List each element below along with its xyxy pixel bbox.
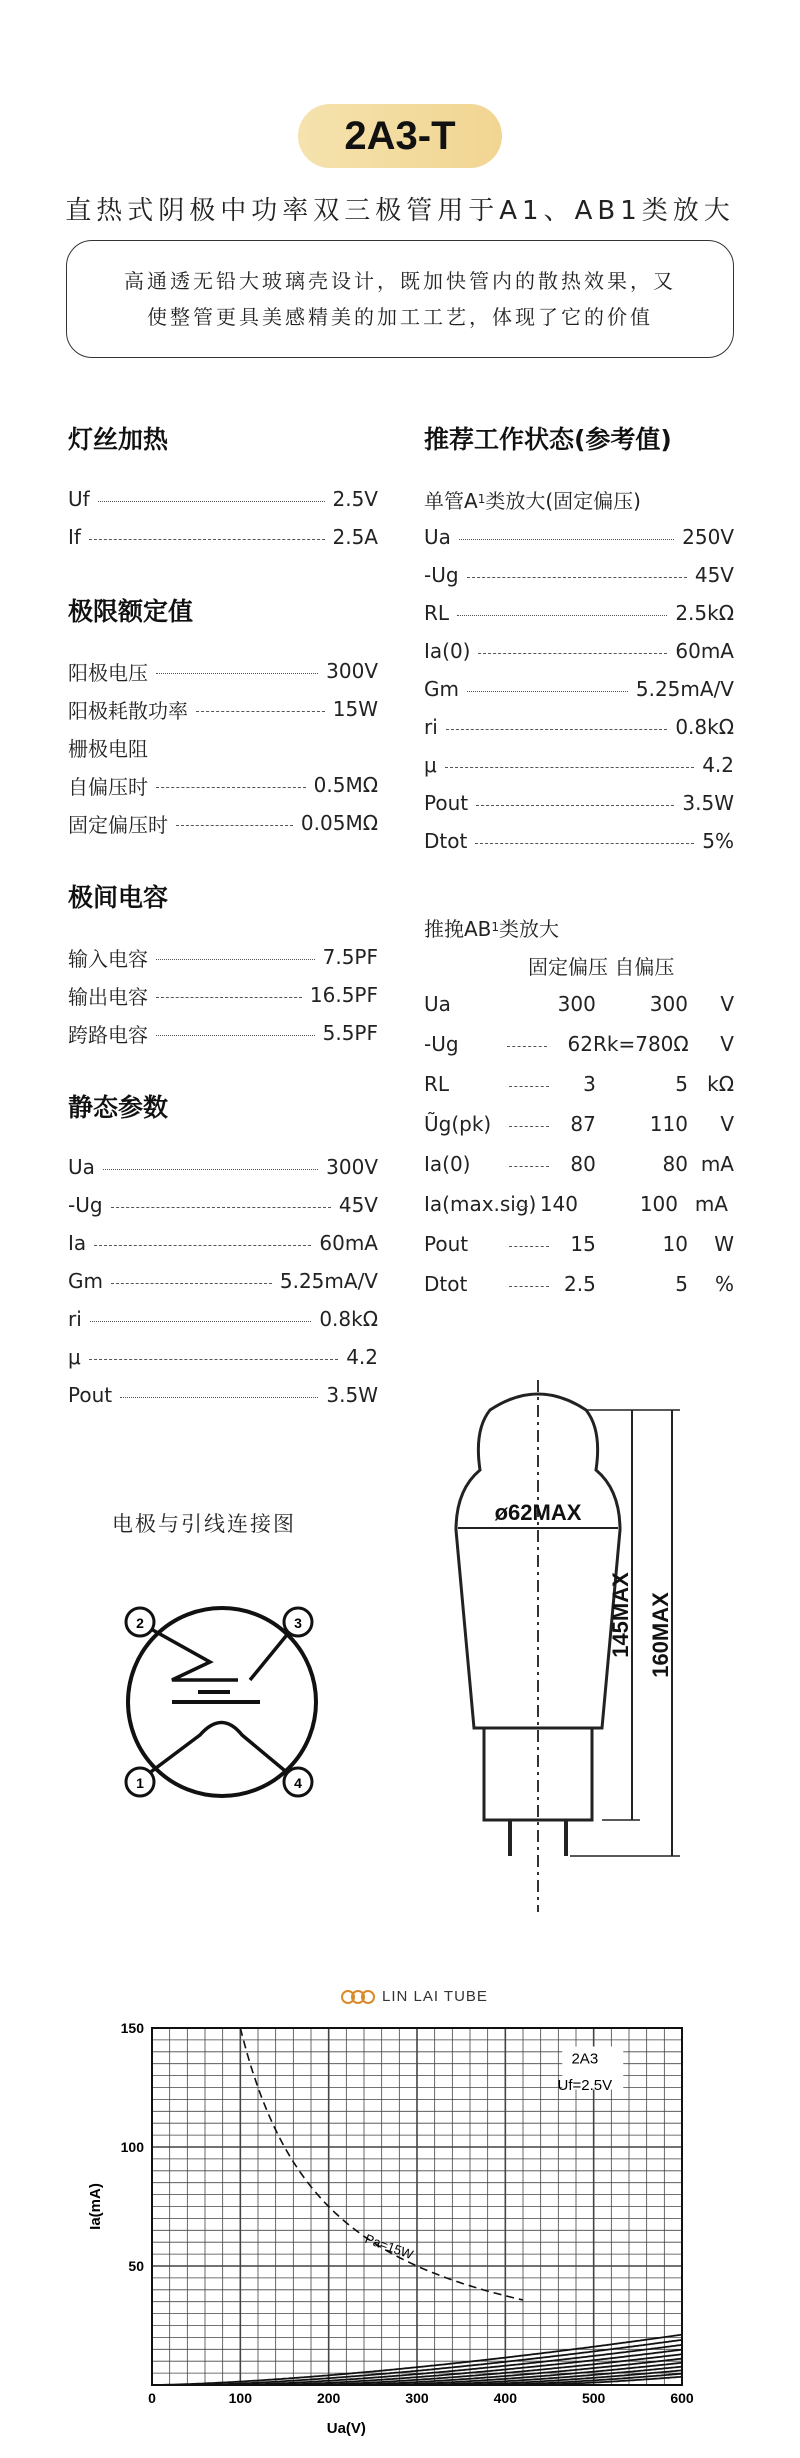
- pp-fixed: 2.5: [564, 1272, 596, 1296]
- spec-value: 45V: [694, 563, 734, 587]
- pin-label: 3: [294, 1615, 302, 1631]
- pp-fixed: 140: [539, 1192, 578, 1216]
- spec-value: 15W: [332, 697, 378, 721]
- label-post: 类放大(固定偏压): [485, 488, 641, 513]
- x-tick-label: 200: [316, 2390, 341, 2406]
- leader-dots: [156, 673, 318, 674]
- leader-dots: [445, 767, 694, 768]
- x-tick-label: 500: [581, 2390, 606, 2406]
- leader-dots: [509, 1286, 550, 1287]
- x-tick-label: 100: [228, 2390, 253, 2406]
- plate-characteristics-chart: [70, 2010, 710, 2437]
- spec-key: 阳极耗散功率: [68, 698, 188, 723]
- pin-diagram-title: 电极与引线连接图: [112, 1512, 296, 1536]
- leader-dots: [156, 787, 306, 788]
- chart-title: 2A3: [571, 2050, 599, 2068]
- leader-dots: [120, 1397, 318, 1398]
- spec-key: 阳极电压: [68, 660, 148, 685]
- grid-resistor-label: 栅极电阻: [68, 736, 148, 761]
- leader-dots: [98, 501, 325, 502]
- limits-title: 极限额定值: [68, 597, 194, 626]
- spec-row: [424, 670, 734, 708]
- leader-dots: [457, 615, 667, 616]
- spec-value: 2.5kΩ: [675, 601, 734, 625]
- leader-dots: [111, 1207, 331, 1208]
- y-tick-label: 100: [120, 2139, 144, 2155]
- spec-value: 5%: [702, 829, 734, 853]
- pp-key: Ia(0): [424, 1152, 471, 1176]
- spec-row: [68, 1376, 378, 1414]
- leader-dots: [94, 1245, 311, 1246]
- y-axis-label: Ia(mA): [87, 2183, 104, 2230]
- spec-row: [68, 976, 378, 1014]
- filament-title: 灯丝加热: [68, 425, 169, 454]
- x-tick-label: 0: [148, 2390, 156, 2406]
- spec-value: 5.25mA/V: [635, 677, 734, 701]
- pp-self: 100: [639, 1192, 678, 1216]
- pp-key: Dtot: [424, 1272, 468, 1296]
- brand-icon: [340, 1989, 376, 2005]
- leader-dots: [156, 1035, 315, 1036]
- spec-row: [68, 1338, 378, 1376]
- pp-unit: V: [720, 1112, 734, 1136]
- spec-key: 输入电容: [68, 946, 148, 971]
- spec-key: Ua: [424, 525, 451, 549]
- description-line-2: 使整管更具美感精美的加工工艺，体现了它的价值: [147, 305, 653, 329]
- pp-self: 5: [675, 1072, 688, 1096]
- spec-row: [424, 632, 734, 670]
- curve--30: [263, 2350, 682, 2385]
- spec-value: 4.2: [346, 1345, 378, 1369]
- pp-key: Ua: [424, 992, 451, 1016]
- pin-label: 4: [294, 1775, 302, 1791]
- leader-dots: [111, 1283, 272, 1284]
- subtitle: 直热式阴极中功率双三极管用于A1、AB1类放大: [65, 196, 735, 226]
- y-tick-label: 50: [128, 2258, 144, 2274]
- spec-key: 输出电容: [68, 984, 148, 1009]
- pp-unit: %: [714, 1272, 734, 1296]
- pin-label: 1: [136, 1775, 144, 1791]
- spec-key: ri: [68, 1307, 82, 1331]
- push-pull-column-head: 固定偏压 自偏压: [528, 954, 675, 979]
- pp-unit: V: [720, 1032, 734, 1056]
- leader-dots: [509, 1126, 550, 1127]
- leader-dots: [475, 843, 694, 844]
- spec-key: Ia: [68, 1231, 87, 1255]
- spec-key: μ: [424, 753, 437, 777]
- spec-key: 固定偏压时: [68, 812, 168, 837]
- spec-key: Pout: [68, 1383, 113, 1407]
- x-tick-label: 400: [493, 2390, 518, 2406]
- spec-row: [68, 1262, 378, 1300]
- spec-key: Uf: [68, 487, 90, 511]
- spec-value: 2.5A: [332, 525, 378, 549]
- spec-key: -Ug: [68, 1193, 103, 1217]
- description-line-1: 高通透无铅大玻璃壳设计，既加快管内的散热效果，又: [124, 269, 676, 293]
- spec-key: If: [68, 525, 81, 549]
- spec-value: 5.25mA/V: [279, 1269, 378, 1293]
- spec-row: [68, 518, 378, 556]
- leader-dots: [156, 959, 315, 960]
- push-pull-label: [424, 908, 734, 946]
- pp-row: [424, 1144, 734, 1184]
- pp-unit: W: [714, 1232, 734, 1256]
- spec-row: [424, 556, 734, 594]
- spec-value: 7.5PF: [322, 945, 378, 969]
- spec-key: 跨路电容: [68, 1022, 148, 1047]
- static-title: 静态参数: [68, 1093, 169, 1122]
- spec-key: Gm: [68, 1269, 103, 1293]
- x-axis-label: Ua(V): [326, 2420, 366, 2437]
- leader-dots: [156, 997, 302, 998]
- left-column: [68, 420, 378, 1414]
- pin-1: [126, 1768, 154, 1796]
- pp-fixed: 15: [570, 1232, 596, 1256]
- pin-3: [284, 1608, 312, 1636]
- label-sub: 1: [491, 920, 500, 934]
- spec-key: -Ug: [424, 563, 459, 587]
- spec-value: 16.5PF: [309, 983, 378, 1007]
- spec-value: 3.5W: [326, 1383, 378, 1407]
- spec-key: ri: [424, 715, 438, 739]
- pp-self: Rk=780Ω: [593, 1032, 689, 1056]
- spec-row: [424, 746, 734, 784]
- single-ended-label: [424, 480, 734, 518]
- filament-loop: [140, 1723, 296, 1781]
- leader-dots: [89, 539, 325, 540]
- spec-value: 300V: [326, 1155, 378, 1179]
- recommended-title: 推荐工作状态(参考值): [424, 425, 672, 454]
- power-limit-label: Pa=15W: [362, 2230, 416, 2263]
- leader-dots: [467, 691, 628, 692]
- pp-key: -Ug: [424, 1032, 459, 1056]
- spec-value: 5.5PF: [322, 1021, 378, 1045]
- spec-row: [424, 518, 734, 556]
- spec-row: [68, 480, 378, 518]
- dim-160-label: 160MAX: [648, 1592, 673, 1678]
- label-sub: 1: [477, 492, 486, 506]
- spec-value: 45V: [338, 1193, 378, 1217]
- pp-fixed: 80: [570, 1152, 596, 1176]
- spec-row: [68, 804, 378, 842]
- spec-row: [424, 822, 734, 860]
- leader-dots: [446, 729, 668, 730]
- spec-key: Ua: [68, 1155, 95, 1179]
- pp-key: Ũg(pk): [424, 1112, 492, 1136]
- spec-row: [68, 1224, 378, 1262]
- diameter-label: ø62MAX: [494, 1500, 582, 1525]
- spec-key: RL: [424, 601, 450, 625]
- spec-key: Ia(0): [424, 639, 471, 663]
- leader-dots: [507, 1046, 547, 1047]
- spec-key: μ: [68, 1345, 81, 1369]
- spec-key: Dtot: [424, 829, 468, 853]
- leader-dots: [516, 1206, 528, 1207]
- leader-dots: [89, 1359, 338, 1360]
- pp-key: RL: [424, 1072, 450, 1096]
- spec-value: 4.2: [702, 753, 734, 777]
- pin-diagram: [110, 1590, 330, 1810]
- pp-self: 300: [649, 992, 688, 1016]
- x-tick-label: 600: [670, 2390, 694, 2406]
- leader-dots: [476, 805, 674, 806]
- pp-row: [424, 1104, 734, 1144]
- pp-self: 10: [662, 1232, 688, 1256]
- spec-row: [424, 594, 734, 632]
- pin-label: 2: [136, 1615, 144, 1631]
- leader-dots: [509, 1246, 550, 1247]
- spec-row: [424, 708, 734, 746]
- leader-dots: [509, 1166, 550, 1167]
- leader-dots: [467, 577, 687, 578]
- right-column: [424, 420, 734, 1304]
- leader-dots: [90, 1321, 312, 1322]
- spec-value: 0.8kΩ: [675, 715, 734, 739]
- spec-key: 自偏压时: [68, 774, 148, 799]
- spec-row: [68, 1300, 378, 1338]
- spec-key: Pout: [424, 791, 469, 815]
- spec-value: 0.5MΩ: [313, 773, 378, 797]
- spec-value: 0.8kΩ: [319, 1307, 378, 1331]
- spec-row: [424, 784, 734, 822]
- pp-fixed: 62: [567, 1032, 593, 1056]
- spec-row: [68, 690, 378, 728]
- pp-key: Pout: [424, 1232, 469, 1256]
- leader-dots: [459, 539, 674, 540]
- pp-unit: mA: [700, 1152, 734, 1176]
- spec-row: [68, 1148, 378, 1186]
- label-pre: 推挽AB: [424, 916, 492, 941]
- spec-row: [68, 1014, 378, 1052]
- leader-dots: [196, 711, 325, 712]
- pp-row: [424, 984, 734, 1024]
- spec-row: [68, 1186, 378, 1224]
- chart-subtitle: Uf=2.5V: [557, 2076, 613, 2094]
- tube-outline-drawing: [420, 1380, 740, 1920]
- spec-value: 2.5V: [332, 487, 378, 511]
- spec-value: 3.5W: [682, 791, 734, 815]
- spec-row: [68, 652, 378, 690]
- pp-fixed: 3: [583, 1072, 596, 1096]
- pp-fixed: 300: [557, 992, 596, 1016]
- pp-row: [424, 1024, 734, 1064]
- description-box: [66, 240, 734, 358]
- label-pre: 单管A: [424, 488, 478, 513]
- y-tick-label: 150: [120, 2020, 144, 2036]
- pp-unit: kΩ: [707, 1072, 734, 1096]
- spec-value: 60mA: [675, 639, 734, 663]
- pin-4: [284, 1768, 312, 1796]
- spec-row: [68, 766, 378, 804]
- pp-self: 80: [662, 1152, 688, 1176]
- spec-key: Gm: [424, 677, 459, 701]
- pp-fixed: 87: [570, 1112, 596, 1136]
- brand-name: LIN LAI TUBE: [382, 1988, 488, 2005]
- pp-row: [424, 1184, 734, 1224]
- x-tick-label: 300: [405, 2390, 429, 2406]
- leader-dots: [509, 1086, 550, 1087]
- filament-wire: [142, 1624, 238, 1680]
- leader-dots: [103, 1169, 318, 1170]
- capacitance-title: 极间电容: [68, 883, 169, 912]
- spec-row: [68, 938, 378, 976]
- page-title: 2A3-T: [298, 104, 502, 168]
- pp-unit: V: [720, 992, 734, 1016]
- brand-logo: [340, 1988, 488, 2005]
- spec-value: 60mA: [319, 1231, 378, 1255]
- pp-unit: mA: [694, 1192, 728, 1216]
- pp-self: 110: [649, 1112, 688, 1136]
- spec-value: 250V: [682, 525, 734, 549]
- pin-2: [126, 1608, 154, 1636]
- leader-dots: [478, 653, 667, 654]
- pp-row: [424, 1064, 734, 1104]
- dim-145-label: 145MAX: [608, 1572, 633, 1658]
- spec-value: 0.05MΩ: [300, 811, 378, 835]
- pp-key: Ia(max.sig): [424, 1192, 537, 1216]
- leader-dots: [176, 825, 293, 826]
- pp-row: [424, 1264, 734, 1304]
- pp-row: [424, 1224, 734, 1264]
- spec-value: 300V: [326, 659, 378, 683]
- label-post: 类放大: [499, 916, 560, 941]
- pp-self: 5: [675, 1272, 688, 1296]
